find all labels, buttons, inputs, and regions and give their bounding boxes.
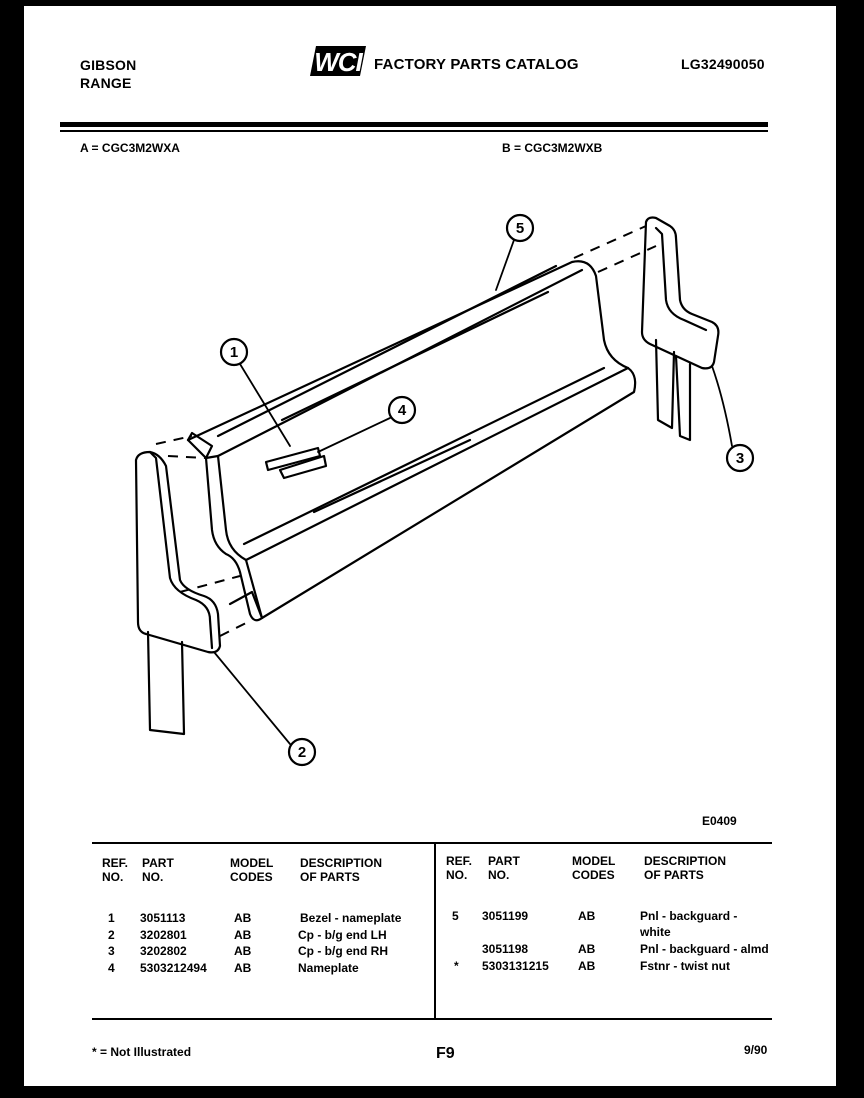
row-part: 5303131215: [482, 959, 549, 973]
header-part-no: PART NO.: [142, 856, 174, 884]
callout-5: 5: [515, 220, 525, 237]
callout-4: 4: [397, 402, 407, 419]
right-end-cap: [642, 218, 718, 441]
row-part: 3051199: [482, 909, 529, 923]
catalog-date: 9/90: [744, 1043, 768, 1057]
table-bottom-rule: [92, 1018, 772, 1020]
header-description: DESCRIPTION OF PARTS: [300, 856, 383, 884]
brand-name: GIBSON: [80, 57, 137, 73]
table-top-rule: [92, 842, 772, 844]
model-a: A = CGC3M2WXA: [80, 141, 180, 155]
row-desc: Pnl - backguard -: [640, 909, 738, 923]
row-desc: Cp - b/g end RH: [298, 944, 388, 958]
product-type: RANGE: [80, 75, 132, 91]
row-model: AB: [578, 959, 596, 973]
row-part: 3051198: [482, 942, 529, 956]
row-model: AB: [234, 961, 252, 975]
svg-text:WCI: WCI: [314, 47, 362, 77]
row-part: 3051113: [140, 911, 186, 925]
catalog-number: LG32490050: [681, 56, 765, 72]
callout-1: 1: [229, 344, 239, 361]
row-desc: Pnl - backguard - almd: [640, 942, 769, 956]
catalog-title: FACTORY PARTS CATALOG: [374, 56, 579, 73]
table-divider: [434, 844, 436, 1018]
backguard-panel: [188, 261, 635, 620]
model-b: B = CGC3M2WXB: [502, 141, 603, 155]
row-model: AB: [234, 911, 252, 925]
callout-2: 2: [297, 744, 307, 761]
row-desc: Bezel - nameplate: [300, 911, 402, 925]
row-model: AB: [234, 944, 252, 958]
row-ref: *: [454, 959, 459, 973]
row-ref: 1: [108, 911, 115, 925]
row-ref: 3: [108, 944, 115, 958]
row-ref: 5: [452, 909, 459, 923]
row-model: AB: [578, 942, 596, 956]
left-end-cap: [136, 452, 220, 734]
header-part-no-right: PART NO.: [488, 854, 520, 882]
nameplate-bezel: [266, 448, 326, 478]
row-part: 3202802: [140, 944, 187, 958]
page-number: F9: [436, 1045, 455, 1062]
figure-code: E0409: [702, 814, 737, 828]
header-description-right: DESCRIPTION OF PARTS: [644, 854, 727, 882]
header-ref-no-right: REF. NO.: [446, 854, 473, 882]
row-desc-continued: white: [640, 925, 671, 939]
row-model: AB: [578, 909, 596, 923]
callout-3: 3: [735, 450, 745, 467]
row-part: 5303212494: [140, 961, 207, 975]
header-model-codes: MODEL CODES: [230, 856, 274, 884]
row-desc: Nameplate: [298, 961, 359, 975]
not-illustrated-note: * = Not Illustrated: [92, 1045, 192, 1059]
header-model-codes-right: MODEL CODES: [572, 854, 616, 882]
row-desc: Cp - b/g end LH: [298, 928, 387, 942]
row-part: 3202801: [140, 928, 187, 942]
row-ref: 2: [108, 928, 115, 942]
row-desc: Fstnr - twist nut: [640, 959, 730, 973]
header-ref-no: REF. NO.: [102, 856, 129, 884]
row-ref: 4: [108, 961, 115, 975]
row-model: AB: [234, 928, 252, 942]
